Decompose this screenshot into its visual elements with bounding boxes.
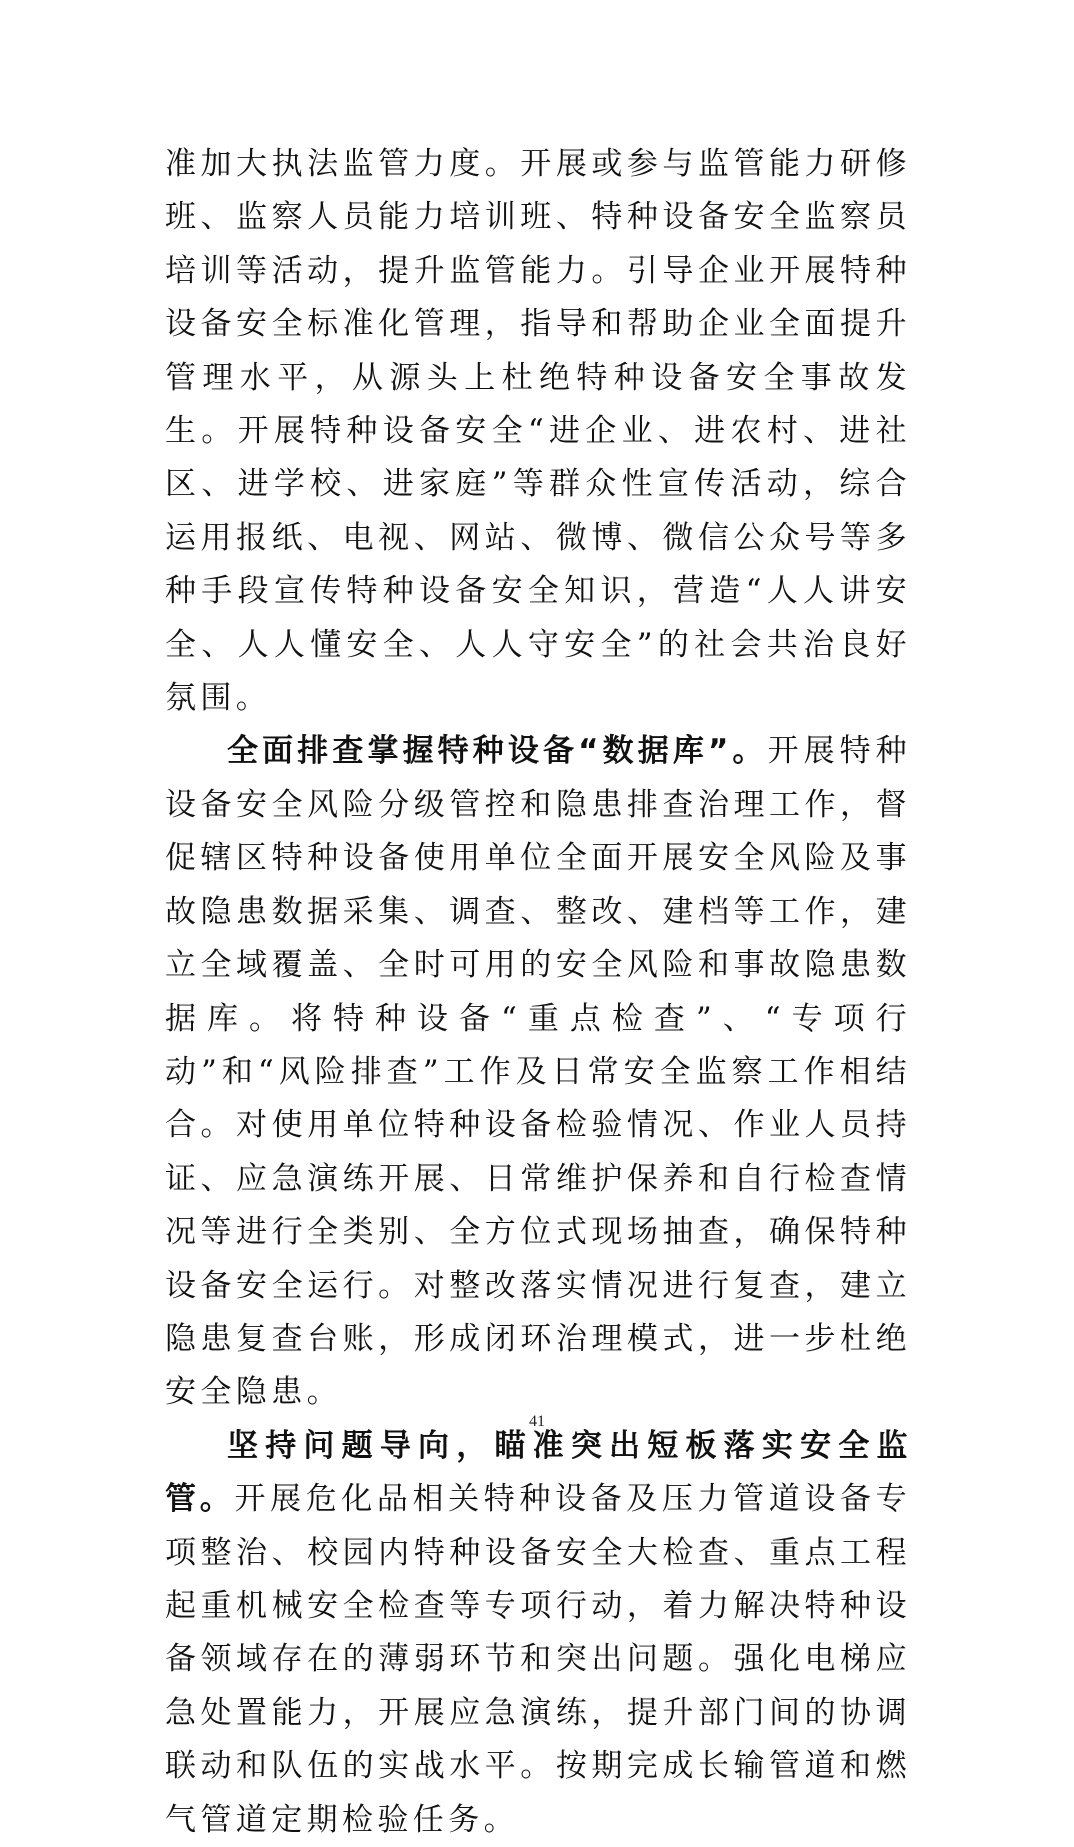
paragraph-2	[165, 725, 911, 1419]
document-body	[165, 138, 911, 1847]
paragraph-3-heading: 坚持问题导向，瞄准突出短板落实安全监管。	[165, 1427, 911, 1518]
paragraph-2-text: 开展特种设备安全风险分级管控和隐患排查治理工作，督促辖区特种设备使用单位全面开展安全风险及事故隐患数据采集、调查、整改、建档等工作，建立全域覆盖、全时可用的安全风险和事故隐患数据库。将特种设备“重点检查”、“专项行动”和“风险排查”工作及日常安全监察工作相结合。对使用单位特种设备检验情况、作业人员持证、应急演练开展、日常维护保养和自行检查情况等进行全类别、全方位式现场抽查，确保特种设备安全运行。对整改落实情况进行复查，建立隐患复查台账，形成闭环治理模式，进一步杜绝安全隐患。	[165, 733, 912, 1411]
paragraph-3	[165, 1420, 911, 1847]
paragraph-1	[165, 138, 911, 725]
paragraph-1-text: 准加大执法监管力度。开展或参与监管能力研修班、监察人员能力培训班、特种设备安全监察员培训等活动，提升监管能力。引导企业开展特种设备安全标准化管理，指导和帮助企业全面提升管理水平，从源头上杜绝特种设备安全事故发生。开展特种设备安全“进企业、进农村、进社区、进学校、进家庭”等群众性宣传活动，综合运用报纸、电视、网站、微博、微信公众号等多种手段宣传特种设备安全知识，营造“人人讲安全、人人懂安全、人人守安全”的社会共治良好氛围。	[165, 146, 911, 717]
page-number: 41	[529, 1413, 545, 1430]
paragraph-3-text: 开展危化品相关特种设备及压力管道设备专项整治、校园内特种设备安全大检查、重点工程起重机械安全检查等专项行动，着力解决特种设备领域存在的薄弱环节和突出问题。强化电梯应急处置能力，开展应急演练，提升部门间的协调联动和队伍的实战水平。按期完成长输管道和燃气管道定期检验任务。	[165, 1481, 912, 1838]
paragraph-2-heading: 全面排查掌握特种设备“数据库”。	[227, 733, 768, 770]
